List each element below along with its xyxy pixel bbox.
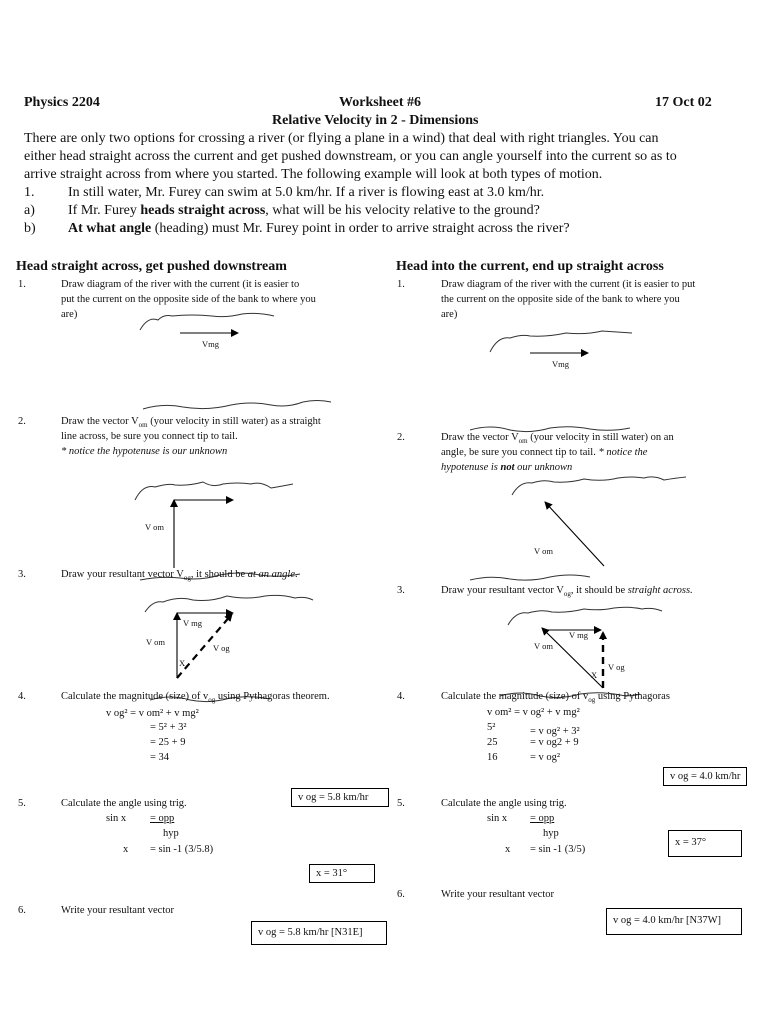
left-riverbank-3b [145, 595, 313, 612]
left-angle-x-label-3: X [179, 658, 186, 668]
right-trig-2: hyp [543, 828, 559, 839]
right-riverbank-3b [508, 607, 662, 625]
right-angle-answer-box: x = 37° [668, 830, 742, 857]
right-step-4-number: 4. [397, 691, 405, 702]
left-step-2-note [61, 444, 227, 459]
right-vom-label-3: V om [534, 641, 553, 651]
right-vog-label-3: V og [608, 662, 625, 672]
right-step-2-l2a: angle, be sure you connect tip to tail. [441, 447, 599, 458]
question-a-post: , what will be his velocity relative to the ground? [265, 203, 540, 218]
right-vmg-label-1: Vmg [552, 359, 569, 369]
right-trig-3a: x [505, 844, 511, 855]
right-step-1-number: 1. [397, 279, 405, 290]
left-step-3-d: . [294, 569, 298, 580]
right-equation-2b: = v og² + 3² [530, 726, 580, 737]
left-step-3-sub: og [183, 574, 191, 583]
left-equation-1: v og² = v om² + v mg² [106, 708, 199, 719]
left-vmg-label-1: Vmg [202, 339, 219, 349]
left-trig-1a: sin x [106, 813, 127, 824]
left-step-3-c: at an angle [247, 569, 295, 580]
right-step-2-line-2 [441, 445, 647, 460]
left-step-5-number: 5. [18, 798, 26, 809]
left-step-4-sub: og [208, 696, 216, 705]
right-riverbank-2b [512, 477, 686, 495]
right-riverbank-3a [470, 575, 590, 580]
left-trig-3a: x [123, 844, 129, 855]
right-equation-3b: = v og2 + 9 [530, 737, 579, 748]
right-trig-1b: = opp [530, 813, 555, 824]
left-equation-4: = 34 [150, 752, 170, 763]
question-b-number: b) [24, 221, 36, 236]
right-equation-4b: = v og² [530, 752, 561, 763]
right-step-2-l1b: (your velocity in still water) on an [527, 432, 674, 443]
left-step-4-b: using Pythagoras theorem. [215, 691, 330, 702]
question-b-post: (heading) must Mr. Furey point in order to arrive straight across the river? [151, 221, 570, 236]
question-1-text: In still water, Mr. Furey can swim at 5.0 km/hr. If a river is flowing east at 3.0 km/hr. [68, 185, 545, 200]
right-riverbank-1 [490, 331, 632, 352]
right-step-3-number: 3. [397, 585, 405, 596]
intro-line-3: arrive straight across from where you started. The following example will look at both types of motion. [24, 167, 603, 182]
right-vom-label-2: V om [534, 546, 553, 556]
left-step-3-number: 3. [18, 569, 26, 580]
right-angle-x-label-3: X [591, 670, 598, 680]
right-vmg-label-3: V mg [569, 630, 588, 640]
question-b-bold: At what angle [68, 221, 152, 236]
right-step-3-a: Draw your resultant vector V [441, 585, 564, 596]
right-step-3-c: straight across. [627, 585, 693, 596]
left-step-2-line-2: line across, be sure you connect tip to tail. [61, 431, 238, 442]
left-step-3-a: Draw your resultant vector V [61, 569, 184, 580]
left-step-3-b: , it should be [190, 569, 248, 580]
right-step-2-l3b: not [500, 462, 515, 473]
left-step-2-sub: om [138, 421, 148, 430]
left-step-2-number: 2. [18, 416, 26, 427]
course-name: Physics 2204 [24, 95, 100, 110]
left-vom-label-3: V om [146, 637, 165, 647]
worksheet-date: 17 Oct 02 [655, 95, 712, 110]
left-riverbank-2a [143, 401, 331, 410]
left-step-3-text [61, 567, 298, 586]
question-a-pre: If Mr. Furey [68, 203, 141, 218]
left-equation-2: = 5² + 3² [150, 722, 187, 733]
right-resultant-answer-box: v og = 4.0 km/hr [N37W] [606, 908, 742, 935]
right-step-6-number: 6. [397, 889, 405, 900]
left-riverbank-1 [140, 313, 274, 330]
right-step-1-line-1: Draw diagram of the river with the current (it is easier to put [441, 279, 696, 290]
question-a-number: a) [24, 203, 35, 218]
question-1-number: 1. [24, 185, 35, 200]
intro-line-1: There are only two options for crossing a river (or flying a plane in a wind) that deal with right triangles. You can [24, 131, 659, 146]
right-step-2-l3c: our unknown [514, 462, 573, 473]
left-step-6-number: 6. [18, 905, 26, 916]
right-equation-4a: 16 [487, 752, 498, 763]
left-section-heading: Head straight across, get pushed downstream [16, 259, 287, 274]
right-step-2-line-3 [441, 460, 572, 475]
left-step-4-a: Calculate the magnitude (size) of v [61, 691, 209, 702]
left-step-5-text: Calculate the angle using trig. [61, 798, 187, 809]
left-step-1-line-1: Draw diagram of the river with the current (it is easier to [61, 279, 300, 290]
right-step-1-line-3: are) [441, 309, 458, 320]
left-step-6-text: Write your resultant vector [61, 905, 174, 916]
right-equation-2a: 5² [487, 722, 496, 733]
left-step-1-line-3: are) [61, 309, 78, 320]
left-step-2-l1a: Draw the vector V [61, 416, 139, 427]
left-resultant-answer-box: v og = 5.8 km/hr [N31E] [251, 921, 387, 945]
left-vom-label-2: V om [145, 522, 164, 532]
right-step-2-l3a: hypotenuse is [441, 462, 501, 473]
right-step-3-sub: og [563, 590, 571, 599]
left-step-1-number: 1. [18, 279, 26, 290]
left-vog-answer-box: v og = 5.8 km/hr [291, 788, 389, 807]
right-step-4-sub: og [588, 696, 596, 705]
right-step-4-b: using Pythagoras [595, 691, 670, 702]
right-step-2-l1a: Draw the vector V [441, 432, 519, 443]
left-step-2-l1b: (your velocity in still water) as a straight [147, 416, 321, 427]
left-step-1-line-2: put the current on the opposite side of the bank to where you [61, 294, 316, 305]
worksheet-number: Worksheet #6 [339, 95, 422, 110]
right-step-4-a: Calculate the magnitude (size) of v [441, 691, 589, 702]
right-trig-1a: sin x [487, 813, 508, 824]
left-vmg-label-3: V mg [183, 618, 202, 628]
right-step-6-text: Write your resultant vector [441, 889, 554, 900]
right-step-1-line-2: the current on the opposite side of the bank to where you [441, 294, 680, 305]
left-trig-3b: = sin -1 (3/5.8) [150, 844, 214, 855]
right-step-5-number: 5. [397, 798, 405, 809]
right-section-heading: Head into the current, end up straight across [396, 259, 664, 274]
right-step-3-text [441, 583, 693, 602]
left-vog-label-3: V og [213, 643, 230, 653]
left-riverbank-2b [135, 482, 293, 500]
left-trig-1b: = opp [150, 813, 175, 824]
left-step-4-number: 4. [18, 691, 26, 702]
page-title: Relative Velocity in 2 - Dimensions [272, 113, 479, 128]
question-a-bold: heads straight across [140, 203, 266, 218]
right-step-5-text: Calculate the angle using trig. [441, 798, 567, 809]
right-step-3-b: , it should be [570, 585, 628, 596]
left-trig-2: hyp [163, 828, 179, 839]
right-vom-arrow-2 [545, 502, 604, 566]
left-step-2-note-text: * notice the hypotenuse is our unknown [61, 446, 228, 457]
left-equation-3: = 25 + 9 [150, 737, 186, 748]
right-step-2-number: 2. [397, 432, 405, 443]
right-trig-3b: = sin -1 (3/5) [530, 844, 586, 855]
left-angle-answer-box: x = 31° [309, 864, 375, 883]
right-step-2-sub: om [518, 437, 528, 446]
right-equation-1: v om² = v og² + v mg² [487, 707, 580, 718]
right-step-2-l2b: * notice the [598, 447, 648, 458]
right-vog-answer-box: v og = 4.0 km/hr [663, 767, 747, 786]
right-equation-3a: 25 [487, 737, 498, 748]
intro-line-2: either head straight across the current and get pushed downstream, or you can angle yourself into the current so as to [24, 149, 677, 164]
